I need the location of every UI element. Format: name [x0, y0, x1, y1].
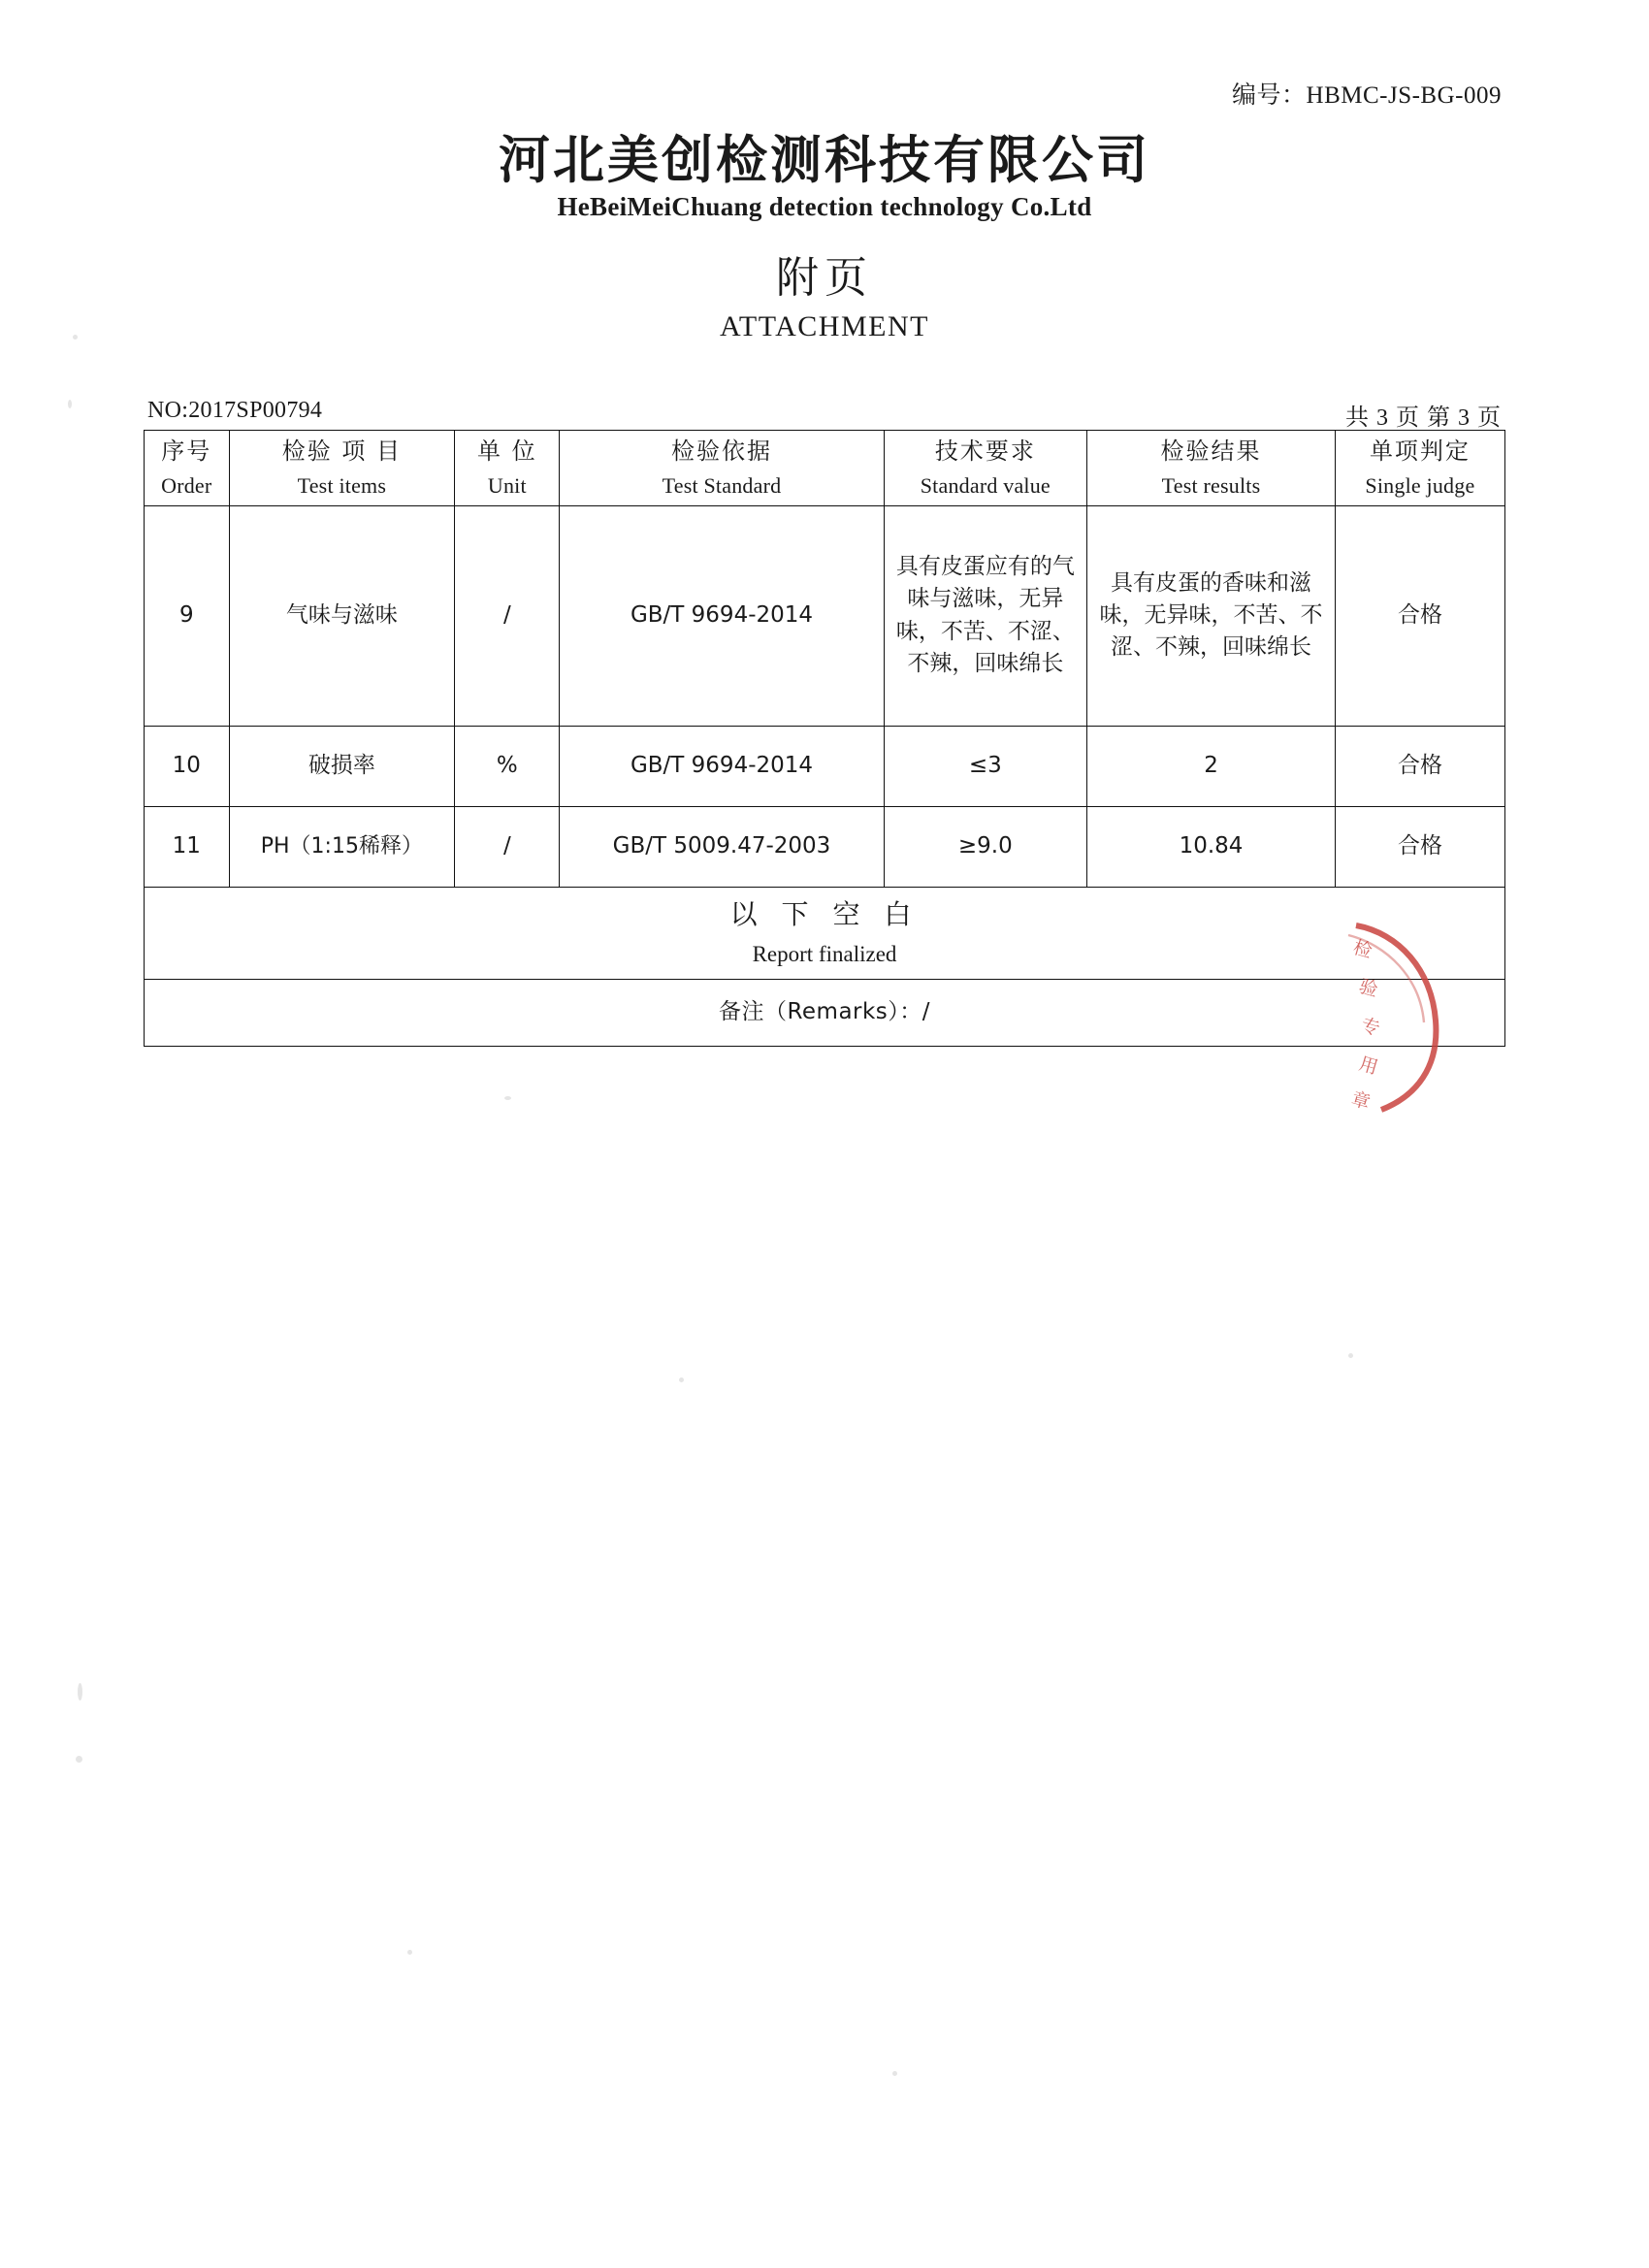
cell-test-standard: GB/T 9694-2014: [560, 505, 884, 726]
blank-notice-en: Report finalized: [752, 941, 897, 966]
blank-notice-row: [145, 887, 1505, 979]
scan-speck: [1348, 1353, 1353, 1358]
svg-text:验: 验: [1356, 975, 1380, 1002]
page-count: 共 3 页 第 3 页: [1345, 405, 1502, 431]
column-header-test-standard: 检验依据 Test Standard: [560, 431, 884, 506]
scan-speck: [504, 1096, 511, 1100]
cell-test-item: PH（1:15稀释）: [229, 806, 455, 887]
company-name-en: HeBeiMeiChuang detection technology Co.Ltd: [557, 192, 1092, 221]
page-title-en: ATTACHMENT: [720, 310, 929, 342]
scan-speck: [68, 400, 72, 408]
cell-test-item: 破损率: [229, 726, 455, 806]
cell-test-result: 10.84: [1087, 806, 1336, 887]
cell-single-judge: 合格: [1335, 505, 1504, 726]
column-header-test-items: 检验 项 目 Test items: [229, 431, 455, 506]
cell-single-judge: 合格: [1335, 726, 1504, 806]
column-header-test-results: 检验结果 Test results: [1087, 431, 1336, 506]
cell-unit: %: [455, 726, 560, 806]
scan-speck: [407, 1950, 412, 1955]
company-name-cn: 河北美创检测科技有限公司: [499, 131, 1150, 190]
svg-text:专: 专: [1358, 1014, 1382, 1041]
cell-standard-value: 具有皮蛋应有的气味与滋味，无异味，不苦、不涩、不辣，回味绵长: [884, 505, 1087, 726]
cell-test-standard: GB/T 9694-2014: [560, 726, 884, 806]
results-table-wrapper: [144, 430, 1505, 1047]
cell-test-standard: GB/T 5009.47-2003: [560, 806, 884, 887]
cell-order: 11: [145, 806, 230, 887]
cell-order: 10: [145, 726, 230, 806]
column-header-unit: 单 位 Unit: [455, 431, 560, 506]
table-row: [145, 806, 1505, 887]
cell-test-result: 2: [1087, 726, 1336, 806]
cell-standard-value: ≤3: [884, 726, 1087, 806]
report-number: NO:2017SP00794: [147, 398, 323, 423]
column-header-order: 序号 Order: [145, 431, 230, 506]
remarks-cell: 备注（Remarks）：/: [145, 979, 1505, 1046]
scan-speck: [76, 1756, 82, 1763]
scan-speck: [78, 1683, 82, 1701]
cell-unit: /: [455, 806, 560, 887]
page-title-cn: 附页: [776, 253, 873, 303]
cell-standard-value: ≥9.0: [884, 806, 1087, 887]
column-header-standard-value: 技术要求 Standard value: [884, 431, 1087, 506]
remarks-row: [145, 979, 1505, 1046]
column-header-single-judge: 单项判定 Single judge: [1335, 431, 1504, 506]
table-row: [145, 505, 1505, 726]
cell-single-judge: 合格: [1335, 806, 1504, 887]
blank-notice-cn: 以 下 空 白: [729, 898, 920, 931]
table-header-row: [145, 431, 1505, 506]
svg-text:用: 用: [1356, 1053, 1380, 1080]
document-code: 编号：HBMC-JS-BG-009: [1232, 82, 1502, 109]
results-table: [144, 430, 1505, 1047]
blank-notice-cell: [145, 887, 1505, 979]
scan-speck: [892, 2071, 897, 2076]
cell-unit: /: [455, 505, 560, 726]
svg-text:章: 章: [1348, 1087, 1373, 1114]
cell-test-item: 气味与滋味: [229, 505, 455, 726]
scan-speck: [679, 1377, 684, 1382]
cell-order: 9: [145, 505, 230, 726]
cell-test-result: 具有皮蛋的香味和滋味，无异味，不苦、不涩、不辣，回味绵长: [1087, 505, 1336, 726]
svg-text:检: 检: [1350, 936, 1374, 963]
table-row: [145, 726, 1505, 806]
